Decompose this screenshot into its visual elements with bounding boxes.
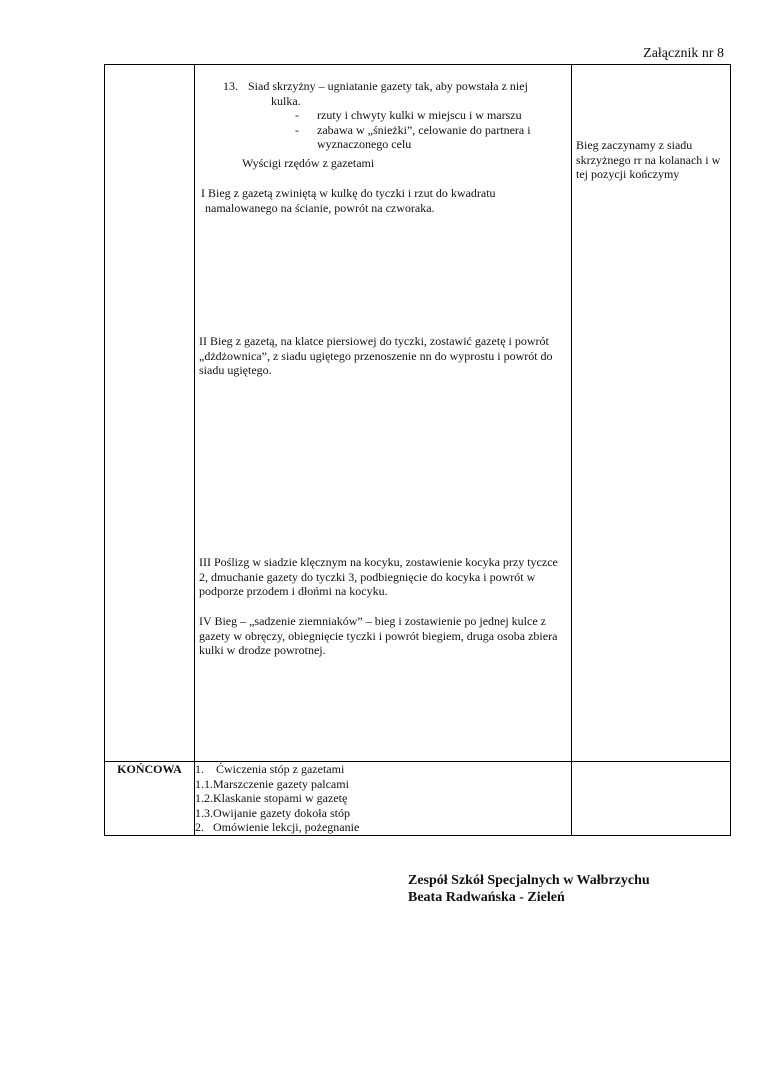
run-2: II Bieg z gazetą, na klatce piersiowej do tyczki, zostawić gazetę i powrót „dżdżownica”, z siadu ugiętego przenoszenie nn do wyprostu i powrót do siadu ugiętego. <box>199 334 553 377</box>
notes-cell <box>572 65 731 762</box>
bullet-dash: - <box>295 108 299 122</box>
run-1 <box>201 186 561 215</box>
phase-cell-empty <box>105 65 195 762</box>
final-item: 1.1.Marszczenie gazety palcami <box>195 776 349 791</box>
phase-label-final: KOŃCOWA <box>105 762 195 836</box>
exercise-13 <box>223 79 563 152</box>
run-3: III Poślizg w siadzie klęcznym na kocyku, zostawienie kocyka przy tyczce 2, dmuchanie gazety do tyczki 3, podbiegnięcie do kocyka i powrót w podporze przodem i dłońmi na kocyku. <box>199 555 558 598</box>
final-item: 1. Ćwiczenia stóp z gazetami <box>195 762 345 776</box>
exercise-13-line1: Siad skrzyżny – ugniatanie gazety tak, aby powstała z niej <box>248 79 528 93</box>
exercise-13-number: 13. <box>223 79 238 93</box>
exercise-description-cell <box>195 65 572 762</box>
bullet-item <box>223 123 567 152</box>
bullet-dash: - <box>295 122 299 137</box>
bullet-item <box>223 108 567 123</box>
notes-text: Bieg zaczynamy z siadu skrzyżnego rr na kolanach i w tej pozycji kończymy <box>576 138 721 181</box>
lesson-plan-table <box>104 64 731 836</box>
run-1-line2: namalowanego na ścianie, powrót na czworaka. <box>205 200 435 215</box>
author-name: Beata Radwańska - Zieleń <box>408 890 565 905</box>
final-item: 1.3.Owijanie gazety dokoła stóp <box>195 805 350 820</box>
final-exercises-cell <box>195 762 572 836</box>
final-item: 1.2.Klaskanie stopami w gazetę <box>195 791 348 805</box>
run-1-line1: I Bieg z gazetą zwiniętą w kulkę do tyczki i rzut do kwadratu <box>201 186 496 200</box>
attachment-number: Załącznik nr 8 <box>643 46 724 61</box>
footer-signature <box>408 872 650 906</box>
bullet-text: wyznaczonego celu <box>317 137 412 151</box>
final-notes-cell <box>572 762 731 836</box>
table-row <box>105 762 731 836</box>
bullet-text: zabawa w „śnieżki”, celowanie do partnera i <box>317 122 531 137</box>
races-heading: Wyścigi rzędów z gazetami <box>242 156 375 170</box>
run-4: IV Bieg – „sadzenie ziemniaków” – bieg i zostawienie po jednej kulce z gazety w obręczy, obiegnięcie tyczki i powrót biegiem, druga osoba zbiera kulki w drodze powrotnej. <box>199 614 558 657</box>
table-row <box>105 65 731 762</box>
final-item: 2. Omówienie lekcji, pożegnanie <box>195 820 360 834</box>
exercise-13-line2: kulka. <box>271 93 301 108</box>
school-name: Zespół Szkół Specjalnych w Wałbrzychu <box>408 873 650 888</box>
bullet-text: rzuty i chwyty kulki w miejscu i w marszu <box>317 108 522 122</box>
